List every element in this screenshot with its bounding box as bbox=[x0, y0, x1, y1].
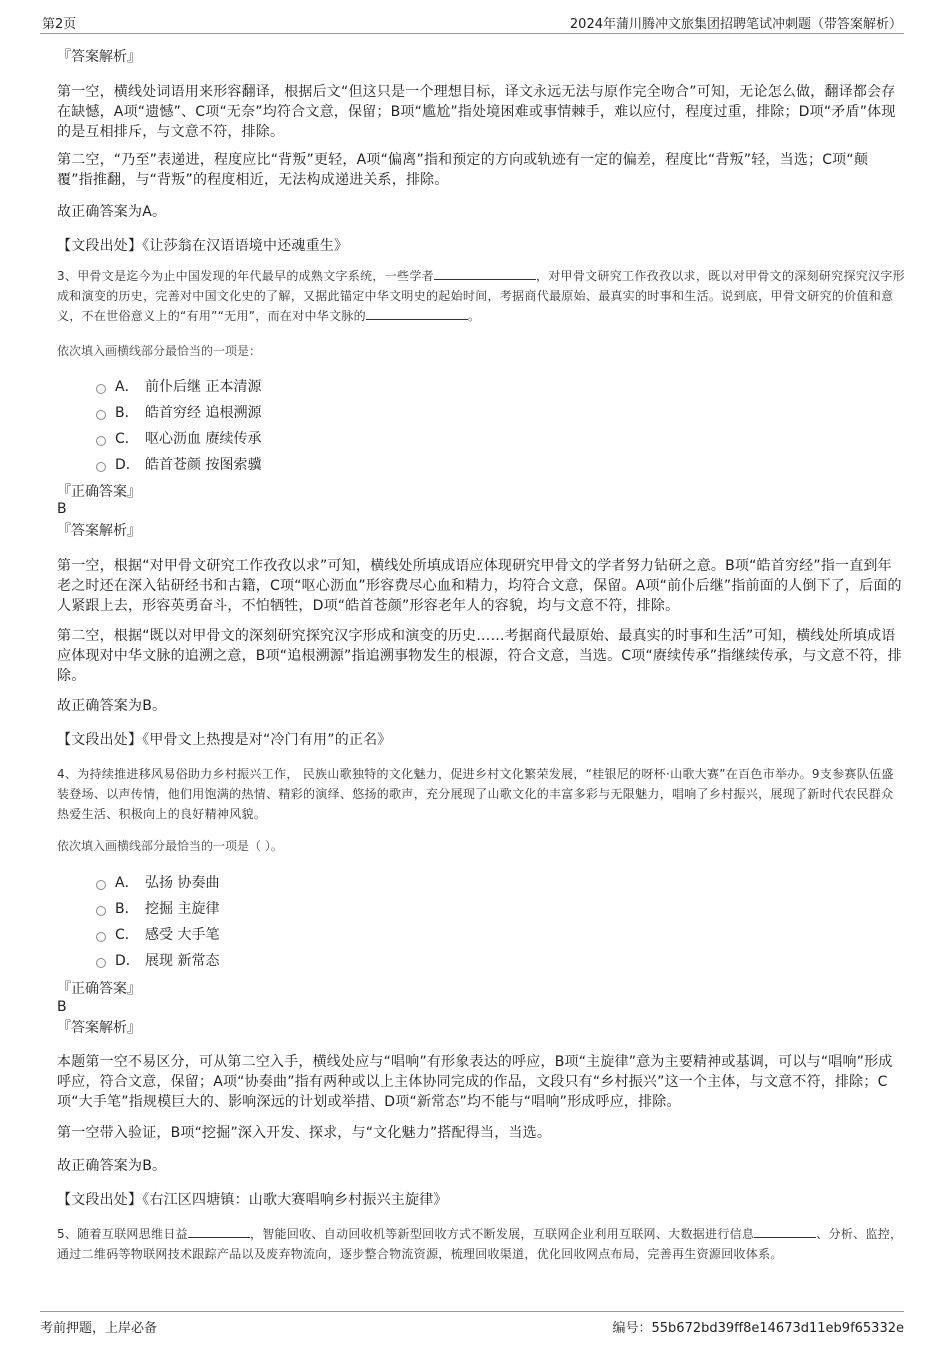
page-number: 第2页 bbox=[42, 17, 77, 32]
q4-option-c[interactable]: C． 感受 大手笔 bbox=[96, 922, 219, 948]
radio-icon[interactable] bbox=[96, 462, 106, 472]
document-code: 编号：55b672bd39ff8e14673d11eb9f65332e bbox=[612, 1321, 904, 1336]
q3-option-d[interactable]: D． 皓首苍颜 按图索骥 bbox=[96, 452, 261, 478]
q4-option-d[interactable]: D． 展现 新常态 bbox=[96, 948, 219, 974]
radio-icon[interactable] bbox=[96, 880, 106, 890]
q2-analysis-label: 『答案解析』 bbox=[57, 49, 141, 65]
q5-blank-2 bbox=[754, 1224, 816, 1238]
q4-analysis-p2: 第一空带入验证，B项“挖掘”深入开发、探求，与“文化魅力”搭配得当，当选。 bbox=[57, 1125, 552, 1141]
footer-slogan: 考前押题，上岸必备 bbox=[40, 1321, 158, 1336]
radio-icon[interactable] bbox=[96, 410, 106, 420]
radio-icon[interactable] bbox=[96, 958, 106, 968]
page-header bbox=[40, 11, 904, 34]
q2-source: 【文段出处】《让莎翁在汉语语境中还魂重生》 bbox=[57, 238, 349, 254]
q4-analysis-label: 『答案解析』 bbox=[57, 1020, 141, 1036]
q3-option-c[interactable]: C． 呕心沥血 赓续传承 bbox=[96, 426, 261, 452]
radio-icon[interactable] bbox=[96, 436, 106, 446]
q3-question: 3、甲骨文是迄今为止中国发现的年代最早的成熟文字系统，一些学者 ，对甲骨文研究工作孜孜以求，既以对甲骨文的深刻研究探究汉字形成和演变的历史，完善对中国文化史的了解，又据此锚定中华文明史的起始时间，考据商代最原始、最真实的时事和生活。说到底，甲骨文研究的价值和意义，不在世俗意义上的“有用”“无用”，而在对中华文脉的 。 bbox=[57, 266, 905, 326]
page-footer bbox=[40, 1311, 904, 1336]
q3-blank-1 bbox=[434, 266, 536, 280]
q3-prompt: 依次填入画横线部分最恰当的一项是： bbox=[57, 344, 262, 358]
radio-icon[interactable] bbox=[96, 384, 106, 394]
q3-analysis-label: 『答案解析』 bbox=[57, 523, 141, 539]
q4-analysis-p1: 本题第一空不易区分，可从第二空入手，横线处应与“唱响”有形象表达的呼应，B项“主旋律”意为主要精神或基调，可以与“唱响”形成呼应，符合文意，保留；A项“协奏曲”指有两种或以上主体协同完成的作品，文段只有“乡村振兴”这一个主体，与文意不符，排除；C项“大手笔”指规模巨大的、影响深远的计划或举措、D项“新常态”均不能与“唱响”形成呼应，排除。 bbox=[57, 1054, 893, 1110]
radio-icon[interactable] bbox=[96, 906, 106, 916]
q3-source: 【文段出处】《甲骨文上热搜是对“冷门有用”的正名》 bbox=[57, 732, 392, 748]
q3-options bbox=[96, 374, 261, 478]
q3-conclusion: 故正确答案为B。 bbox=[57, 698, 167, 714]
q4-option-b[interactable]: B． 挖掘 主旋律 bbox=[96, 896, 219, 922]
q5-blank-1 bbox=[188, 1224, 250, 1238]
q3-analysis-p2: 第二空，根据“既以对甲骨文的深刻研究探究汉字形成和演变的历史……考据商代最原始、最真实的时事和生活”可知，横线处所填成语应体现对中华文脉的追溯之意，B项“追根溯源”指追溯事物发生的根源，符合文意，当选。C项“赓续传承”指继续传承，与文意不符，排除。 bbox=[57, 628, 902, 684]
q3-blank-2 bbox=[366, 306, 468, 320]
q2-conclusion: 故正确答案为A。 bbox=[57, 204, 167, 220]
q2-analysis-p1: 第一空，横线处词语用来形容翻译，根据后文“但这只是一个理想目标，译文永远无法与原作完全吻合”可知，无论怎么做，翻译都会存在缺憾，A项“遗憾”、C项“无奈”均符合文意，保留；B项“尴尬”指处境困难或事情棘手，难以应付，程度过重，排除；D项“矛盾”体现的是互相排斥，与文意不符，排除。 bbox=[57, 84, 896, 140]
q4-options bbox=[96, 870, 219, 974]
radio-icon[interactable] bbox=[96, 932, 106, 942]
q4-question: 4、为持续推进移风易俗助力乡村振兴工作， 民族山歌独特的文化魅力，促进乡村文化繁荣发展，“桂银尼的呀杯·山歌大赛”在百色市举办。9支参赛队伍盛装登场、以声传情，他们用饱满的热情、精彩的演绎、悠扬的歌声，充分展现了山歌文化的丰富多彩与无限魅力，唱响了乡村振兴，展现了新时代农民群众热爱生活、积极向上的良好精神风貌。 bbox=[57, 767, 894, 821]
q3-option-a[interactable]: A． 前仆后继 正本清源 bbox=[96, 374, 261, 400]
q5-question: 5、随着互联网思维日益 ，智能回收、自动回收机等新型回收方式不断发展，互联网企业利用互联网、大数据进行信息 、分析、监控，通过二维码等物联网技术跟踪产品以及废弃物流向，逐步整合物流资源，梳理回收渠道，优化回收网点布局，完善再生资源回收体系。 bbox=[57, 1224, 905, 1264]
q3-analysis-p1: 第一空，根据“对甲骨文研究工作孜孜以求”可知，横线处所填成语应体现研究甲骨文的学者努力钻研之意。B项“皓首穷经”指一直到年老之时还在深入钻研经书和古籍，C项“呕心沥血”形容费尽心血和精力，均符合文意，保留。A项“前仆后继”指前面的人倒下了，后面的人紧跟上去，形容英勇奋斗，不怕牺牲，D项“皓首苍颜”形容老年人的容貌，均与文意不符，排除。 bbox=[57, 558, 902, 614]
document-title: 2024年蒲川腾冲文旅集团招聘笔试冲刺题（带答案解析） bbox=[569, 17, 902, 32]
q4-conclusion: 故正确答案为B。 bbox=[57, 1158, 167, 1174]
q4-prompt: 依次填入画横线部分最恰当的一项是（ ）。 bbox=[57, 839, 283, 853]
q3-option-b[interactable]: B． 皓首穷经 追根溯源 bbox=[96, 400, 261, 426]
q4-correct-label: 『正确答案』 bbox=[57, 981, 141, 997]
q4-source: 【文段出处】《右江区四塘镇：山歌大赛唱响乡村振兴主旋律》 bbox=[57, 1192, 448, 1208]
q3-correct-answer: B bbox=[57, 501, 67, 517]
q2-analysis-p2: 第二空，“乃至”表递进，程度应比“背叛”更轻，A项“偏离”指和预定的方向或轨迹有一定的偏差，程度比“背叛”轻，当选；C项“颠覆”指推翻，与“背叛”的程度相近，无法构成递进关系，排除。 bbox=[57, 152, 869, 188]
q4-option-a[interactable]: A． 弘扬 协奏曲 bbox=[96, 870, 219, 896]
q3-correct-label: 『正确答案』 bbox=[57, 484, 141, 500]
q4-correct-answer: B bbox=[57, 999, 67, 1015]
